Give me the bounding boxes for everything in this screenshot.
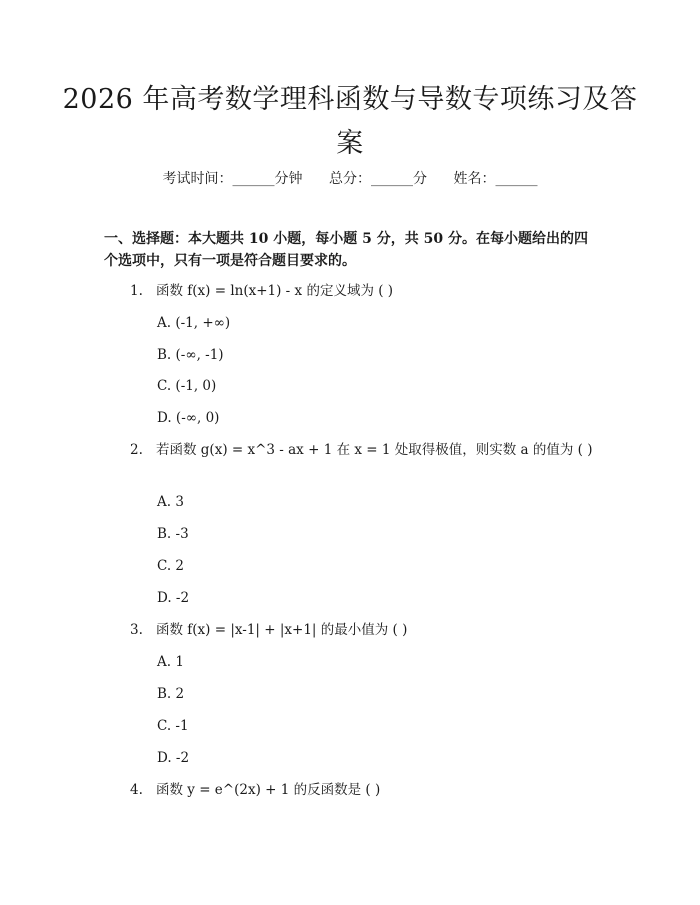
option-1d: D. (-∞, 0)	[157, 410, 220, 426]
section-heading: 一、选择题：本大题共 10 小题，每小题 5 分，共 50 分。在每小题给出的四个选项中，只有一项是符合题目要求的。	[104, 231, 588, 269]
option-1c: C. (-1, 0)	[157, 378, 217, 394]
option-1b: B. (-∞, -1)	[157, 347, 224, 363]
question-number: 4.	[130, 782, 143, 798]
exam-meta	[0, 168, 700, 188]
question-text: 函数 f(x) = |x-1| + |x+1| 的最小值为 ( )	[156, 622, 408, 638]
option-2c: C. 2	[157, 558, 185, 574]
question-4	[104, 779, 594, 801]
question-text: 若函数 g(x) = x^3 - ax + 1 在 x = 1 处取得极值，则实数 a 的值为 ( )	[156, 442, 593, 458]
option-3c: C. -1	[157, 718, 189, 734]
exam-time: 考试时间：______分钟	[162, 171, 303, 187]
page-title: 2026 年高考数学理科函数与导数专项练习及答案	[62, 84, 638, 159]
option-3d: D. -2	[157, 750, 190, 766]
option-3b: B. 2	[157, 686, 185, 702]
option-2a: A. 3	[157, 494, 184, 510]
total-score: 总分：______分	[329, 171, 427, 187]
question-1	[104, 280, 594, 302]
student-name: 姓名：______	[453, 171, 538, 187]
question-text: 函数 f(x) = ln(x+1) - x 的定义域为 ( )	[156, 283, 394, 299]
option-2d: D. -2	[157, 590, 190, 606]
question-3	[104, 619, 594, 641]
option-2b: B. -3	[157, 526, 189, 542]
question-text: 函数 y = e^(2x) + 1 的反函数是 ( )	[156, 782, 381, 798]
question-number: 2.	[130, 442, 143, 458]
question-2	[104, 439, 594, 461]
option-1a: A. (-1, +∞)	[157, 315, 231, 331]
question-number: 3.	[130, 622, 143, 638]
question-number: 1.	[130, 283, 143, 299]
option-3a: A. 1	[157, 654, 184, 670]
